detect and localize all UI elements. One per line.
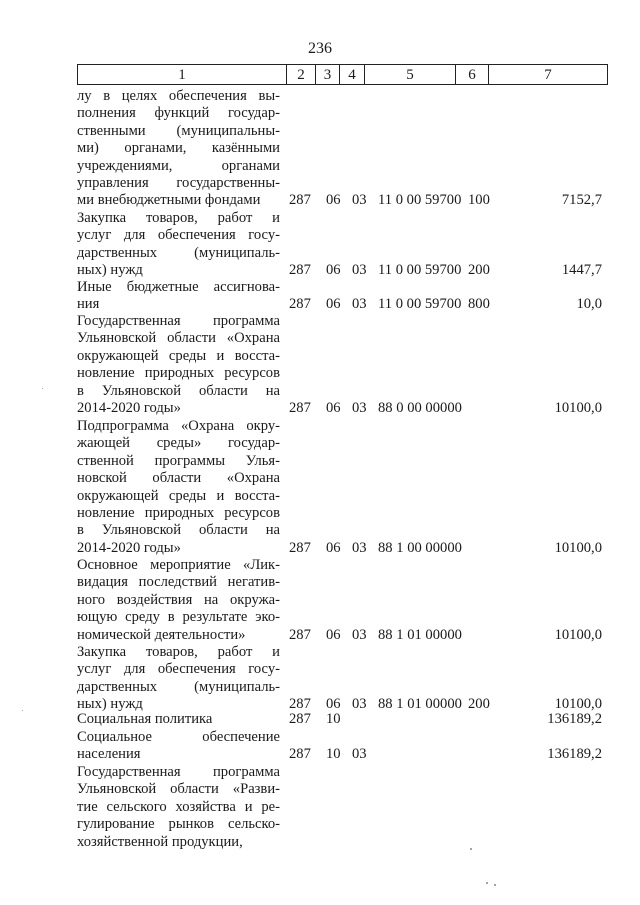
column-header-row [78, 65, 608, 85]
table-row [0, 210, 640, 280]
amount: 10,0 [576, 296, 602, 313]
description-line: ных) нужд [77, 696, 143, 713]
description-line: услуг для обеспечения госу- [77, 661, 280, 678]
table-row [0, 313, 640, 417]
scan-speck [486, 882, 488, 884]
description-line: 2014-2020 годы» [77, 400, 181, 417]
section-code: 06 [326, 399, 341, 416]
subsection-code: 03 [352, 539, 367, 556]
description-line: ных) нужд [77, 262, 143, 279]
section-code: 06 [326, 192, 341, 209]
column-header-4: 4 [340, 65, 365, 85]
description-line: Социальная политика [77, 711, 213, 727]
description-line: видация последствий негатив- [77, 574, 280, 591]
description-line: новление природных ресурсов [77, 505, 280, 522]
amount: 10100,0 [554, 696, 602, 713]
section-code: 06 [326, 696, 341, 713]
description-line: новской области «Охрана [77, 470, 280, 487]
ministry-code: 287 [289, 192, 311, 209]
description-line: 2014-2020 годы» [77, 539, 181, 556]
description-line: ного воздействия на окружа- [77, 591, 280, 608]
subsection-code: 03 [352, 399, 367, 416]
subsection-code: 03 [352, 696, 367, 713]
amount: 1447,7 [561, 262, 602, 279]
description-line: Подпрограмма «Охрана окру- [77, 418, 280, 434]
section-code: 06 [326, 262, 341, 279]
row-description [77, 313, 280, 417]
table-row [0, 88, 640, 210]
subsection-code: 03 [352, 192, 367, 209]
expense-type-code: 200 [468, 696, 490, 713]
description-line: дарственных (муниципаль- [77, 244, 280, 261]
row-description [77, 88, 280, 210]
description-line: ющую среду в результате эко- [77, 609, 280, 626]
amount: 10100,0 [554, 399, 602, 416]
column-header-1: 1 [78, 65, 287, 85]
amount: 136189,2 [547, 746, 602, 763]
ministry-code: 287 [289, 539, 311, 556]
table-row [0, 764, 640, 851]
ministry-code: 287 [289, 262, 311, 279]
ministry-code: 287 [289, 696, 311, 713]
scan-speck [470, 848, 472, 850]
subsection-code: 03 [352, 626, 367, 643]
description-line: в Ульяновской области на [77, 382, 280, 399]
scan-speck [42, 388, 43, 389]
target-article-code: 11 0 00 59700 [378, 296, 462, 313]
description-line: учреждениями, органами [77, 157, 280, 174]
description-line: Закупка товаров, работ и [77, 210, 280, 226]
table-row [0, 644, 640, 714]
ministry-code: 287 [289, 399, 311, 416]
target-article-code: 88 0 00 00000 [378, 399, 462, 416]
row-description [77, 711, 280, 728]
target-article-code: 88 1 01 00000 [378, 696, 462, 713]
table-row [0, 279, 640, 314]
description-line: номической деятельности» [77, 626, 246, 643]
row-description [77, 418, 280, 557]
description-line: Закупка товаров, работ и [77, 644, 280, 660]
row-description [77, 729, 280, 764]
description-line: Основное мероприятие «Лик- [77, 557, 280, 573]
description-line: ми внебюджетными фондами [77, 192, 261, 209]
row-description [77, 644, 280, 714]
subsection-code: 03 [352, 746, 367, 763]
column-header-5: 5 [365, 65, 456, 85]
section-code: 10 [326, 746, 341, 763]
row-description [77, 279, 280, 314]
description-line: окружающей среды и восста- [77, 487, 280, 504]
description-line: тие сельского хозяйства и ре- [77, 798, 280, 815]
description-line: окружающей среды и восста- [77, 347, 280, 364]
description-line: ния [77, 296, 100, 313]
section-code: 10 [326, 710, 341, 727]
description-line: Ульяновской области «Охрана [77, 330, 280, 347]
description-line: лу в целях обеспечения вы- [77, 88, 280, 104]
table-row [0, 711, 640, 728]
expense-type-code: 100 [468, 192, 490, 209]
row-description [77, 557, 280, 644]
table-row [0, 557, 640, 644]
amount: 10100,0 [554, 539, 602, 556]
subsection-code: 03 [352, 296, 367, 313]
ministry-code: 287 [289, 296, 311, 313]
scan-speck [494, 884, 496, 886]
column-header-table [77, 64, 608, 85]
subsection-code: 03 [352, 262, 367, 279]
expense-type-code: 800 [468, 296, 490, 313]
description-line: жающей среды» государ- [77, 435, 280, 452]
description-line: услуг для обеспечения госу- [77, 227, 280, 244]
description-line: Социальное обеспечение [77, 729, 280, 745]
amount: 136189,2 [547, 710, 602, 727]
ministry-code: 287 [289, 710, 311, 727]
description-line: Ульяновской области «Разви- [77, 781, 280, 798]
description-line: Иные бюджетные ассигнова- [77, 279, 280, 295]
table-row [0, 418, 640, 557]
description-line: управления государственны- [77, 175, 280, 192]
page-number: 236 [308, 40, 332, 57]
description-line: Государственная программа [77, 313, 280, 329]
target-article-code: 11 0 00 59700 [378, 192, 462, 209]
expense-type-code: 200 [468, 262, 490, 279]
ministry-code: 287 [289, 746, 311, 763]
amount: 7152,7 [561, 192, 602, 209]
description-line: ственными (муниципальны- [77, 122, 280, 139]
section-code: 06 [326, 296, 341, 313]
description-line: Государственная программа [77, 764, 280, 780]
column-header-2: 2 [287, 65, 316, 85]
description-line: новление природных ресурсов [77, 365, 280, 382]
description-line: ственной программы Улья- [77, 452, 280, 469]
description-line: гулирование рынков сельско- [77, 816, 280, 833]
ministry-code: 287 [289, 626, 311, 643]
scan-speck [22, 710, 23, 711]
section-code: 06 [326, 539, 341, 556]
row-description [77, 210, 280, 280]
table-row [0, 729, 640, 764]
description-line: дарственных (муниципаль- [77, 678, 280, 695]
section-code: 06 [326, 626, 341, 643]
target-article-code: 88 1 00 00000 [378, 539, 462, 556]
description-line: населения [77, 746, 141, 763]
amount: 10100,0 [554, 626, 602, 643]
column-header-6: 6 [456, 65, 489, 85]
description-line: ми) органами, казёнными [77, 140, 280, 157]
column-header-3: 3 [316, 65, 340, 85]
target-article-code: 11 0 00 59700 [378, 262, 462, 279]
description-line: хозяйственной продукции, [77, 833, 243, 850]
column-header-7: 7 [489, 65, 608, 85]
description-line: в Ульяновской области на [77, 522, 280, 539]
description-line: полнения функций государ- [77, 105, 280, 122]
target-article-code: 88 1 01 00000 [378, 626, 462, 643]
row-description [77, 764, 280, 851]
